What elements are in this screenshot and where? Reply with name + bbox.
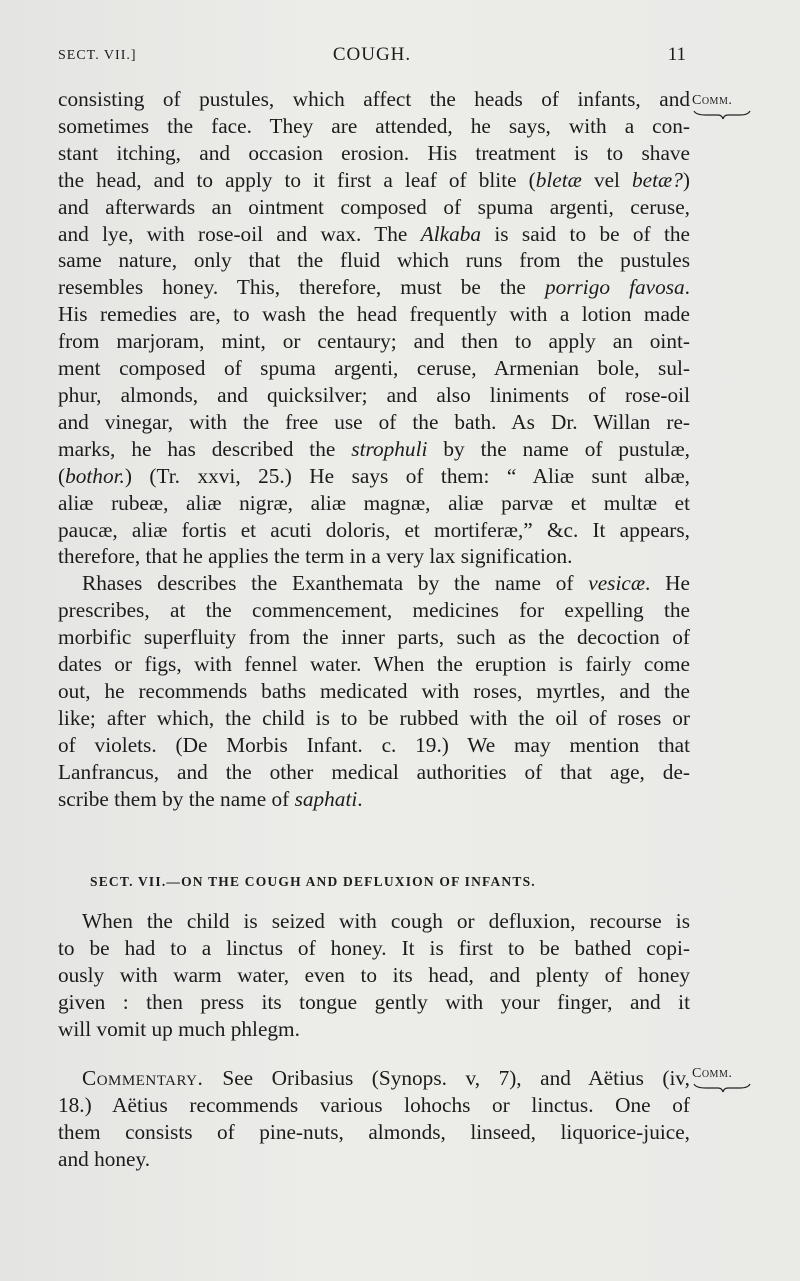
text-line [58,247,690,274]
text-line [58,624,690,651]
text-line [58,1092,690,1119]
text-line [58,113,690,140]
text-line [58,786,690,813]
paragraph-2 [58,570,690,812]
margin-note-label: Comm. [692,93,733,108]
text-line [58,1146,690,1173]
text-line [58,221,690,248]
text-run: dates or figs, with fennel water. When the eruption is fairly come [58,652,690,677]
text-line [58,517,690,544]
text-run: . He [645,571,690,596]
text-run: marks, he has described the [58,436,352,461]
text-run: given : then press its tongue gently with your finger, and it [58,989,690,1014]
text-line [58,570,690,597]
text-line [58,194,690,221]
text-run: is said to be of the [481,221,690,246]
text-run: When the child is seized with cough or defluxion, recourse is [82,909,690,933]
text-run: ously with warm water, even to its head, and plenty of honey [58,962,690,987]
paragraph-4 [58,1065,690,1173]
text-line [58,759,690,786]
text-run: . [357,786,363,811]
text-run: ( [58,463,66,488]
text-run: vel [581,167,633,192]
text-run: by the name of pustulæ, [427,436,690,461]
text-line [58,678,690,705]
chapter-title: COUGH. [332,44,412,65]
text-run: paucæ, aliæ fortis et acuti doloris, et mortiferæ,” &c. It appears, [58,517,690,542]
running-head [58,44,686,70]
text-run: to be had to a linctus of honey. It is first to be bathed copi- [58,935,690,960]
text-line [58,908,690,935]
text-line [58,651,690,678]
text-run: and vinegar, with the free use of the bath. As Dr. Willan re- [58,409,690,434]
text-line [58,490,690,517]
text-line [58,962,690,989]
text-run: stant itching, and occasion erosion. His treatment is to shave [58,140,690,165]
text-run: the head, and to apply to it first a leaf of blite ( [58,167,536,192]
paragraph-1 [58,86,690,570]
text-run: them consists of pine-nuts, almonds, linseed, liquorice-juice, [58,1119,690,1144]
text-run: ment composed of spuma argenti, ceruse, Armenian bole, sul- [58,356,690,381]
italic-term: porrigo favosa [544,275,685,300]
text-line [58,463,690,490]
text-line [58,1016,690,1043]
text-run: consisting of pustules, which affect the heads of infants, and [58,87,690,111]
text-run: and honey. [58,1146,151,1171]
text-run: 18.) Aëtius recommends various lohochs or linctus. One of [58,1092,690,1117]
italic-term: saphati [294,786,358,811]
italic-term: strophuli [351,436,428,461]
text-run: therefore, that he applies the term in a very lax signification. [58,544,573,569]
text-run: ) (Tr. xxvi, 25.) He says of them: “ Aliæ sunt albæ, [124,463,690,488]
text-run: phur, almonds, and quicksilver; and also liniments of rose-oil [58,382,690,407]
commentary-label: Commentary. [82,1066,223,1090]
text-run: resembles honey. This, therefore, must be the [58,275,545,300]
main-text [58,86,690,812]
text-run: from marjoram, mint, or centaury; and then to apply an oint- [58,329,690,354]
italic-term: betæ? [632,167,683,192]
text-line [58,543,690,570]
text-line [58,935,690,962]
text-line [58,1119,690,1146]
italic-term: Alkaba [420,221,482,246]
text-line [58,140,690,167]
text-run: Rhases describes the Exanthemata by the name of [82,571,589,596]
text-run: same nature, only that the fluid which runs from the pustules [58,248,690,273]
text-line [58,705,690,732]
text-run: morbific superfluity from the inner parts, such as the decoction of [58,625,690,650]
text-line [58,409,690,436]
text-line [58,167,690,194]
section-heading: SECT. VII.—ON THE COUGH AND DEFLUXION OF INFANTS. [90,874,536,889]
text-line [58,301,690,328]
text-line [58,355,690,382]
text-line [58,1065,690,1092]
margin-note-label: Comm. [692,1066,733,1081]
text-run: and lye, with rose-oil and wax. The [58,221,421,246]
section-text [58,908,690,1043]
page-number: 11 [667,44,686,65]
text-run: sometimes the face. They are attended, he says, with a con- [58,113,690,138]
italic-term: bletæ [535,167,582,192]
margin-note-commentary-2 [692,1066,752,1094]
text-line [58,989,690,1016]
section-reference: SECT. VII.] [58,48,137,63]
text-run: of violets. (De Morbis Infant. c. 19.) We may mention that [58,732,690,757]
text-run: scribe them by the name of [58,786,295,811]
text-run: will vomit up much phlegm. [58,1016,300,1041]
text-line [58,597,690,624]
brace-icon [692,109,752,121]
paragraph-3 [58,908,690,1043]
text-line [58,436,690,463]
text-run: Lanfrancus, and the other medical authorities of that age, de- [58,759,690,784]
text-line [58,732,690,759]
text-run: like; after which, the child is to be rubbed with the oil of roses or [58,705,690,730]
text-run: His remedies are, to wash the head frequently with a lotion made [58,302,690,327]
text-line [58,274,690,301]
text-run: out, he recommends baths medicated with roses, myrtles, and the [58,678,690,703]
margin-note-commentary [692,93,752,121]
text-run: prescribes, at the commencement, medicines for expelling the [58,598,690,623]
text-line [58,382,690,409]
text-run: See Oribasius (Synops. v, 7), and Aëtius (iv, [222,1066,690,1090]
text-line [58,328,690,355]
text-run: . [684,275,690,300]
italic-term: vesicæ [588,571,646,596]
text-run: and afterwards an ointment composed of spuma argenti, ceruse, [58,194,690,219]
italic-term: bothor. [65,463,125,488]
text-run: aliæ rubeæ, aliæ nigræ, aliæ magnæ, aliæ parvæ et multæ et [58,490,690,515]
text-line [58,86,690,113]
brace-icon [692,1082,752,1094]
commentary-text [58,1065,690,1173]
text-run: ) [682,167,690,192]
